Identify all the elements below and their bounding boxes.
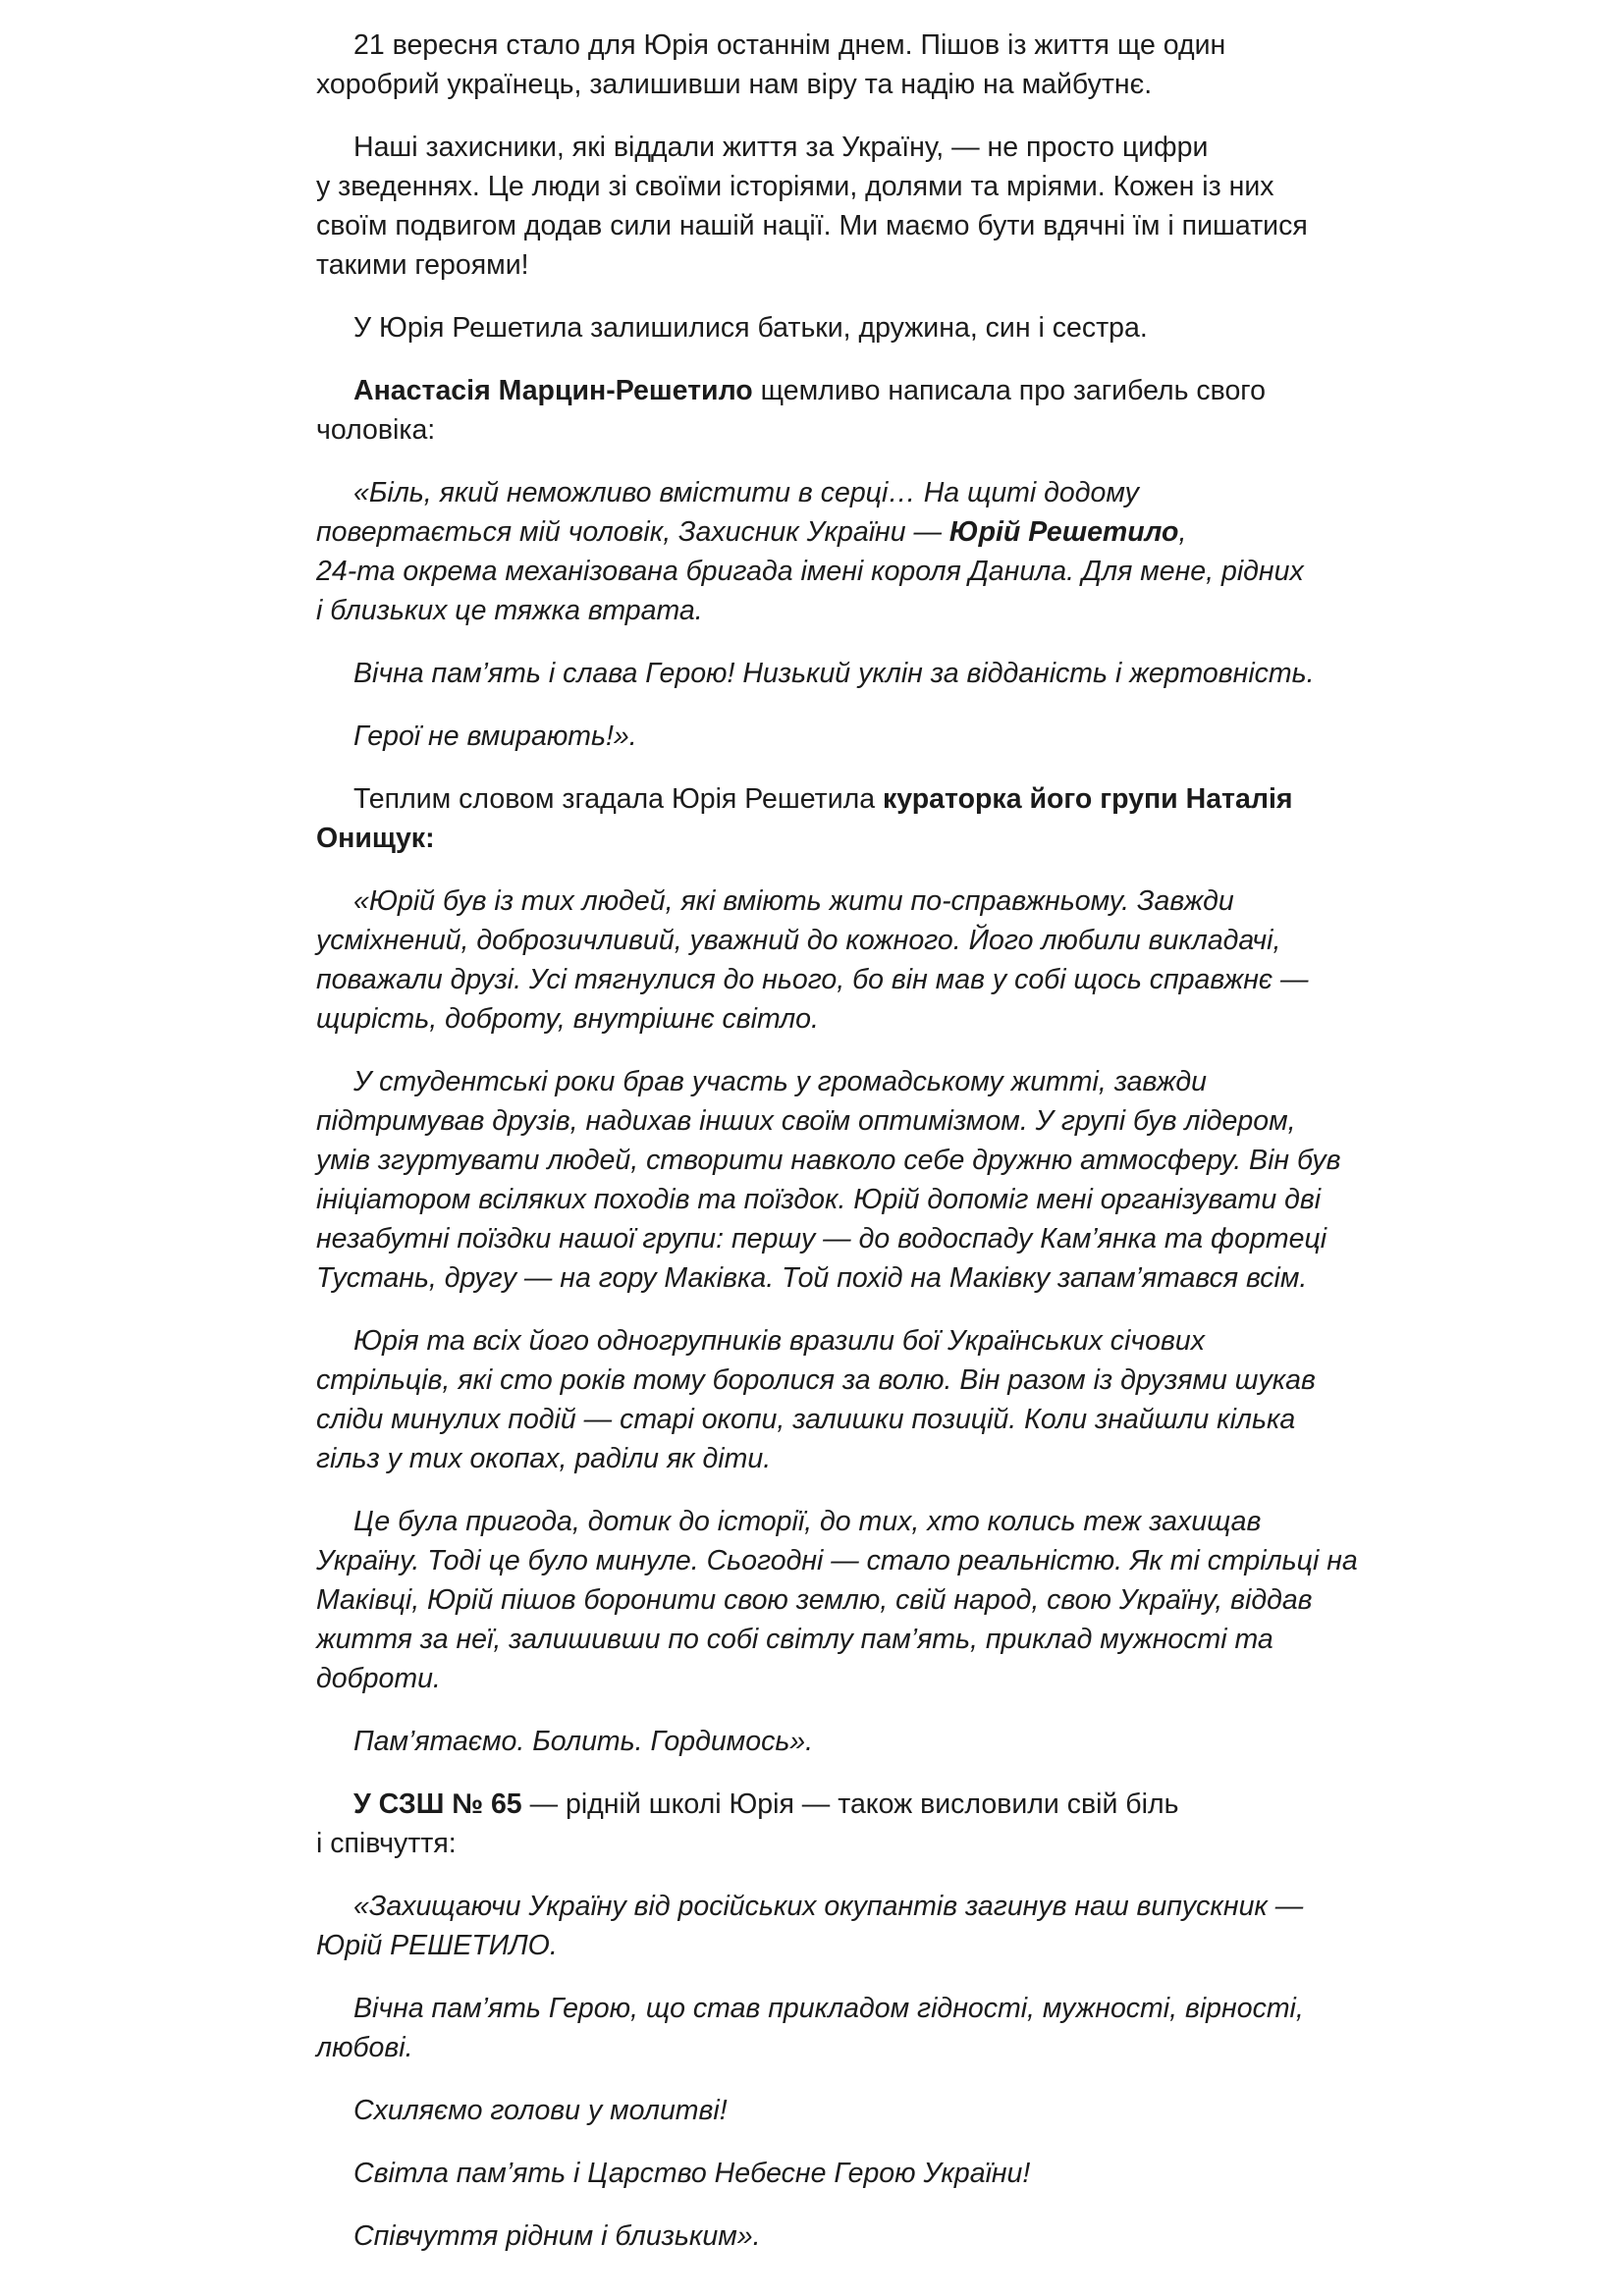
paragraph	[316, 2091, 1447, 2130]
text-run: підтримував друзів, надихав інших своїм оптимізмом. У групі був лідером,	[316, 1105, 1296, 1137]
text-line	[316, 1361, 1447, 1400]
text-line	[316, 881, 1447, 921]
paragraph	[316, 717, 1447, 756]
text-run-bold: Анастасія Марцин-Решетило	[353, 375, 753, 406]
text-line	[316, 410, 1447, 450]
text-line	[316, 26, 1447, 65]
text-line	[316, 473, 1447, 512]
text-line	[316, 245, 1447, 285]
text-run: доброти.	[316, 1663, 441, 1694]
paragraph	[316, 1321, 1447, 1478]
text-line	[316, 65, 1447, 104]
text-run: у зведеннях. Це люди зі своїми історіями, долями та мріями. Кожен із них	[316, 171, 1274, 202]
text-run: Вічна пам’ять Герою, що став прикладом гідності, мужності, вірності,	[353, 1993, 1304, 2024]
text-run: поважали друзі. Усі тягнулися до нього, бо він мав у собі щось справжнє —	[316, 964, 1309, 995]
text-line	[316, 1400, 1447, 1439]
text-run: Світла пам’ять і Царство Небесне Герою України!	[353, 2158, 1031, 2189]
text-line	[316, 819, 1447, 858]
text-line	[316, 1258, 1447, 1298]
text-line	[316, 512, 1447, 552]
text-run: 21 вересня стало для Юрія останнім днем. Пішов із життя ще один	[353, 29, 1226, 61]
text-line	[316, 654, 1447, 693]
text-run-bold: Юрій Решетило	[948, 516, 1179, 548]
text-run: життя за неї, залишивши по собі світлу пам’ять, приклад мужності та	[316, 1624, 1273, 1655]
paragraph	[316, 1887, 1447, 1965]
text-line	[316, 371, 1447, 410]
text-line	[316, 1580, 1447, 1620]
paragraph	[316, 1722, 1447, 1761]
text-run: «Захищаючи Україну від російських окупантів загинув наш випускник —	[353, 1891, 1304, 1922]
text-run: щирість, доброту, внутрішнє світло.	[316, 1003, 819, 1035]
text-run: своїм подвигом додав сили нашій нації. Ми маємо бути вдячні їм і пишатися	[316, 210, 1308, 241]
text-line	[316, 1620, 1447, 1659]
text-run: Теплим словом згадала Юрія Решетила	[353, 783, 884, 815]
text-line	[316, 206, 1447, 245]
text-line	[316, 1219, 1447, 1258]
text-run: Україну. Тоді це було минуле. Сьогодні — стало реальністю. Як ті стрільці на	[316, 1545, 1358, 1576]
text-run: усміхнений, доброзичливий, уважний до кожного. Його любили викладачі,	[316, 925, 1281, 956]
text-line	[316, 1321, 1447, 1361]
text-run-bold: кураторка його групи Наталія	[883, 783, 1293, 815]
text-line	[316, 1180, 1447, 1219]
text-run: стрільців, які сто років тому боролися за волю. Він разом із друзями шукав	[316, 1364, 1316, 1396]
text-run: незабутні поїздки нашої групи: першу — до водоспаду Кам’янка та фортеці	[316, 1223, 1327, 1255]
text-run: такими героями!	[316, 249, 529, 281]
text-line	[316, 1502, 1447, 1541]
text-run: і близьких це тяжка втрата.	[316, 595, 703, 626]
paragraph	[316, 1785, 1447, 1863]
paragraph	[316, 1502, 1447, 1698]
text-line	[316, 1439, 1447, 1478]
text-run: любові.	[316, 2032, 413, 2063]
paragraph	[316, 779, 1447, 858]
text-run: і співчуття:	[316, 1828, 457, 1859]
text-line	[316, 1785, 1447, 1824]
text-line	[316, 921, 1447, 960]
text-run-bold: Онищук:	[316, 823, 435, 854]
paragraph	[316, 1989, 1447, 2067]
text-run: 24-та окрема механізована бригада імені короля Данила. Для мене, рідних	[316, 556, 1304, 587]
text-run: ініціатором всіляких походів та поїздок. Юрій допоміг мені організувати дві	[316, 1184, 1322, 1215]
text-run: повертається мій чоловік, Захисник України —	[316, 516, 949, 548]
text-run: «Біль, який неможливо вмістити в серці… На щиті додому	[353, 477, 1139, 508]
paragraph	[316, 2154, 1447, 2193]
text-line	[316, 1887, 1447, 1926]
text-run: Вічна пам’ять і слава Герою! Низький уклін за відданість і жертовність.	[353, 658, 1315, 689]
text-run: Це була пригода, дотик до історії, до тих, хто колись теж захищав	[353, 1506, 1262, 1537]
text-line	[316, 128, 1447, 167]
text-line	[316, 1062, 1447, 1101]
text-line	[316, 1659, 1447, 1698]
paragraph	[316, 26, 1447, 104]
text-line	[316, 1141, 1447, 1180]
text-run: умів згуртувати людей, створити навколо себе дружню атмосферу. Він був	[316, 1145, 1341, 1176]
text-run: Співчуття рідним і близьким».	[353, 2220, 761, 2252]
text-run: Тустань, другу — на гору Маківка. Той похід на Маківку запам’ятався всім.	[316, 1262, 1308, 1294]
paragraph	[316, 308, 1447, 347]
text-run: Герої не вмирають!».	[353, 721, 637, 752]
text-run: «Юрій був із тих людей, які вміють жити по-справжньому. Завжди	[353, 885, 1234, 917]
text-line	[316, 1926, 1447, 1965]
paragraph	[316, 654, 1447, 693]
text-run: Юрія та всіх його одногрупників вразили бої Українських січових	[353, 1325, 1205, 1357]
text-line	[316, 960, 1447, 999]
text-run: У студентські роки брав участь у громадському житті, завжди	[353, 1066, 1207, 1097]
text-run: щемливо написала про загибель свого	[752, 375, 1266, 406]
paragraph	[316, 2216, 1447, 2256]
text-line	[316, 1722, 1447, 1761]
text-line	[316, 2154, 1447, 2193]
text-line	[316, 2091, 1447, 2130]
paragraph	[316, 473, 1447, 630]
text-run: Схиляємо голови у молитві!	[353, 2095, 728, 2126]
text-line	[316, 2216, 1447, 2256]
text-run: У Юрія Решетила залишилися батьки, дружина, син і сестра.	[353, 312, 1148, 344]
paragraph	[316, 1062, 1447, 1298]
text-run: сліди минулих подій — старі окопи, залишки позицій. Коли знайшли кілька	[316, 1404, 1296, 1435]
text-line	[316, 308, 1447, 347]
text-run: гільз у тих окопах, раділи як діти.	[316, 1443, 772, 1474]
text-run: Маківці, Юрій пішов боронити свою землю, свій народ, свою Україну, віддав	[316, 1584, 1313, 1616]
text-line	[316, 167, 1447, 206]
text-line	[316, 1989, 1447, 2028]
text-line	[316, 779, 1447, 819]
text-run: чоловіка:	[316, 414, 436, 446]
text-line	[316, 1101, 1447, 1141]
paragraph	[316, 128, 1447, 285]
text-line	[316, 552, 1447, 591]
document-body	[316, 26, 1447, 2256]
text-run: Юрій РЕШЕТИЛО.	[316, 1930, 558, 1961]
text-run: Пам’ятаємо. Болить. Гордимось».	[353, 1726, 814, 1757]
text-run: — рідній школі Юрія — також висловили свій біль	[521, 1789, 1179, 1820]
text-line	[316, 1541, 1447, 1580]
text-line	[316, 999, 1447, 1039]
text-run-bold: У СЗШ № 65	[353, 1789, 522, 1820]
text-line	[316, 2028, 1447, 2067]
text-line	[316, 591, 1447, 630]
text-run: Наші захисники, які віддали життя за Україну, — не просто цифри	[353, 132, 1209, 163]
paragraph	[316, 881, 1447, 1039]
text-line	[316, 717, 1447, 756]
text-line	[316, 1824, 1447, 1863]
text-run: ,	[1178, 516, 1187, 548]
paragraph	[316, 371, 1447, 450]
text-run: хоробрий українець, залишивши нам віру та надію на майбутнє.	[316, 69, 1153, 100]
